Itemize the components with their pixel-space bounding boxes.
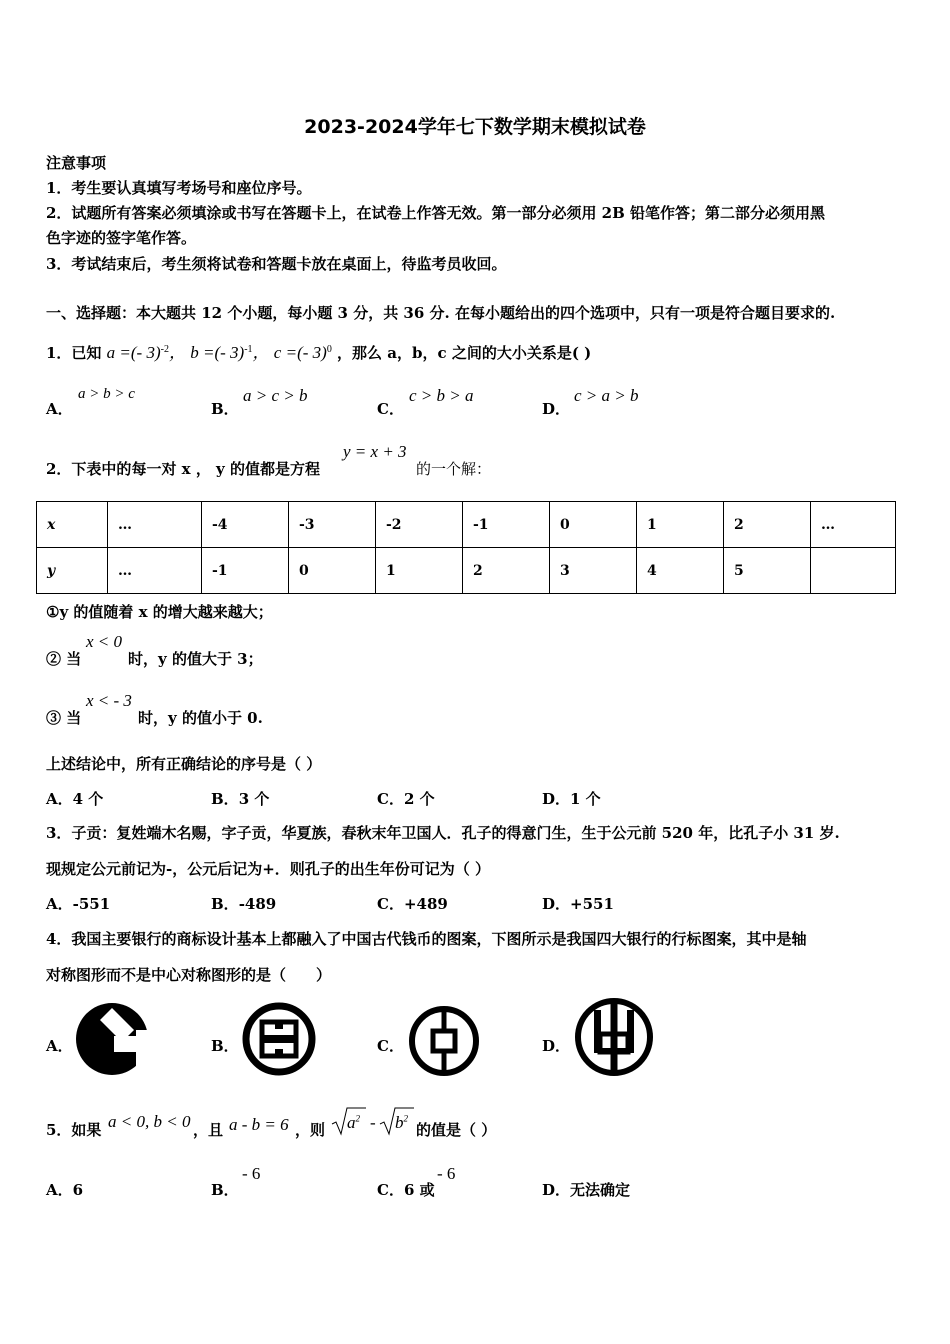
q5-expr-b: $b^2$ — [395, 1113, 408, 1132]
q4-option-c-letter: C． — [377, 1037, 404, 1055]
q2-conclusion-2-cond: x < 0 — [86, 632, 123, 651]
table-cell: 3 — [550, 548, 637, 594]
notice-heading: 注意事项 — [46, 154, 107, 172]
q3-option-b: B．-489 — [211, 895, 277, 913]
abc-logo-icon — [572, 996, 656, 1078]
table-cell: -1 — [463, 502, 550, 548]
q5-option-b: - 6 — [242, 1164, 261, 1183]
q2-option-a: A．4 个 — [46, 790, 104, 808]
q5-option-b-letter: B． — [211, 1181, 239, 1199]
q2-suffix: 的一个解： — [416, 460, 492, 478]
notice-item-1: 1．考生要认真填写考场号和座位序号。 — [46, 179, 312, 197]
q1-exp-a: -2 — [160, 344, 169, 355]
q1-exp-b: -1 — [244, 344, 253, 355]
boc-logo-icon — [406, 1003, 482, 1079]
q5-expr-a: $a^2$ — [347, 1113, 360, 1132]
q5-expr-minus: - — [370, 1113, 376, 1132]
q5-equation: a - b = 6 — [229, 1115, 289, 1134]
q3-stem-line2: 现规定公元前记为-，公元后记为+．则孔子的出生年份可记为（ ） — [46, 860, 491, 878]
q3-stem-line1: 3．子贡：复姓端木名赐，字子贡，华夏族，春秋末年卫国人．孔子的得意门生，生于公元前 520 年，比孔子小 31 岁. — [46, 824, 840, 842]
table-cell: … — [108, 548, 202, 594]
q5-condition: a < 0, b < 0 — [108, 1112, 191, 1131]
ccb-logo-icon — [74, 1000, 150, 1078]
q5-option-a: A．6 — [46, 1181, 84, 1199]
table-cell: 1 — [376, 548, 463, 594]
q2-conclusion-3-prefix: ③ 当 — [46, 709, 82, 727]
q1-stem — [46, 338, 591, 363]
q5-option-c: C．6 或 — [377, 1181, 435, 1199]
q5-option-c-extra: - 6 — [437, 1164, 456, 1183]
q4-option-b-letter: B． — [211, 1037, 239, 1055]
table-cell: … — [811, 502, 896, 548]
table-cell: 2 — [724, 502, 811, 548]
q4-option-d-letter: D． — [542, 1037, 571, 1055]
table-cell: … — [108, 502, 202, 548]
q1-expr-c: ， c =(- 3) — [252, 343, 327, 362]
table-cell: 5 — [724, 548, 811, 594]
table-row-y — [37, 548, 896, 594]
table-row-x — [37, 502, 896, 548]
q2-question: 上述结论中，所有正确结论的序号是（ ） — [46, 755, 322, 773]
table-cell: 1 — [637, 502, 724, 548]
notice-item-2: 2．试题所有答案必须填涂或书写在答题卡上，在试卷上作答无效。第一部分必须用 2B 铅笔作答；第二部分必须用黑 — [46, 204, 826, 222]
q3-option-a: A．-551 — [46, 895, 111, 913]
q3-option-d: D．+551 — [542, 895, 614, 913]
q5-prefix: 5．如果 — [46, 1121, 102, 1139]
q1-expr-b: ， b =(- 3) — [168, 343, 245, 362]
table-cell: 0 — [550, 502, 637, 548]
q1-option-a: a > b > c — [78, 386, 135, 402]
q1-option-b: a > c > b — [243, 386, 308, 405]
notice-item-2-cont: 色字迹的签字笔作答。 — [46, 229, 197, 247]
q2-conclusion-2-suffix: 时，y 的值大于 3； — [128, 650, 263, 668]
icbc-logo-icon — [240, 1000, 318, 1078]
q1-expr-a: a =(- 3) — [106, 343, 161, 362]
table-cell: -2 — [376, 502, 463, 548]
q1-option-c: c > b > a — [409, 386, 474, 405]
q1-option-d-letter: D． — [542, 400, 571, 418]
q1-suffix: ，那么 a，b，c 之间的大小关系是( ) — [337, 344, 592, 362]
q5-mid2: ，则 — [295, 1121, 326, 1139]
q5-option-d: D．无法确定 — [542, 1181, 631, 1199]
q2-conclusion-3-cond: x < - 3 — [86, 691, 132, 710]
table-cell: 2 — [463, 548, 550, 594]
q1-prefix: 1．已知 — [46, 344, 102, 362]
q2-option-c: C．2 个 — [377, 790, 435, 808]
q4-option-a-letter: A． — [46, 1037, 73, 1055]
notice-item-3: 3．考试结束后，考生须将试卷和答题卡放在桌面上，待监考员收回。 — [46, 255, 507, 273]
q1-option-a-letter: A． — [46, 400, 73, 418]
q2-conclusion-1: ①y 的值随着 x 的增大越来越大； — [46, 603, 273, 621]
value-table — [36, 501, 896, 594]
q5-suffix: 的值是（ ） — [416, 1121, 497, 1139]
q4-stem-line1: 4．我国主要银行的商标设计基本上都融入了中国古代钱币的图案，下图所示是我国四大银行的行标图案，其中是轴 — [46, 930, 807, 948]
page-title: 2023-2024学年七下数学期末模拟试卷 — [304, 116, 646, 138]
q2-option-b: B．3 个 — [211, 790, 270, 808]
q5-mid: ，且 — [193, 1121, 224, 1139]
q1-option-c-letter: C． — [377, 400, 404, 418]
q4-stem-line2: 对称图形而不是中心对称图形的是（ ） — [46, 966, 332, 984]
section-heading: 一、选择题：本大题共 12 个小题，每小题 3 分，共 36 分. 在每小题给出的四个选项中，只有一项是符合题目要求的. — [46, 304, 836, 322]
table-cell — [811, 548, 896, 594]
table-cell: 4 — [637, 548, 724, 594]
q2-option-d: D．1 个 — [542, 790, 601, 808]
q2-equation: y = x + 3 — [343, 442, 407, 461]
q1-option-b-letter: B． — [211, 400, 239, 418]
table-cell: 0 — [289, 548, 376, 594]
q2-prefix: 2．下表中的每一对 x ， y 的值都是方程 — [46, 460, 320, 478]
q2-conclusion-3-suffix: 时，y 的值小于 0. — [138, 709, 263, 727]
table-cell: x — [37, 502, 108, 548]
table-cell: y — [37, 548, 108, 594]
table-cell: -3 — [289, 502, 376, 548]
q2-conclusion-2-prefix: ② 当 — [46, 650, 82, 668]
table-cell: -1 — [202, 548, 289, 594]
q1-option-d: c > a > b — [574, 386, 639, 405]
q3-option-c: C．+489 — [377, 895, 448, 913]
table-cell: -4 — [202, 502, 289, 548]
q1-exp-c: 0 — [326, 344, 332, 355]
